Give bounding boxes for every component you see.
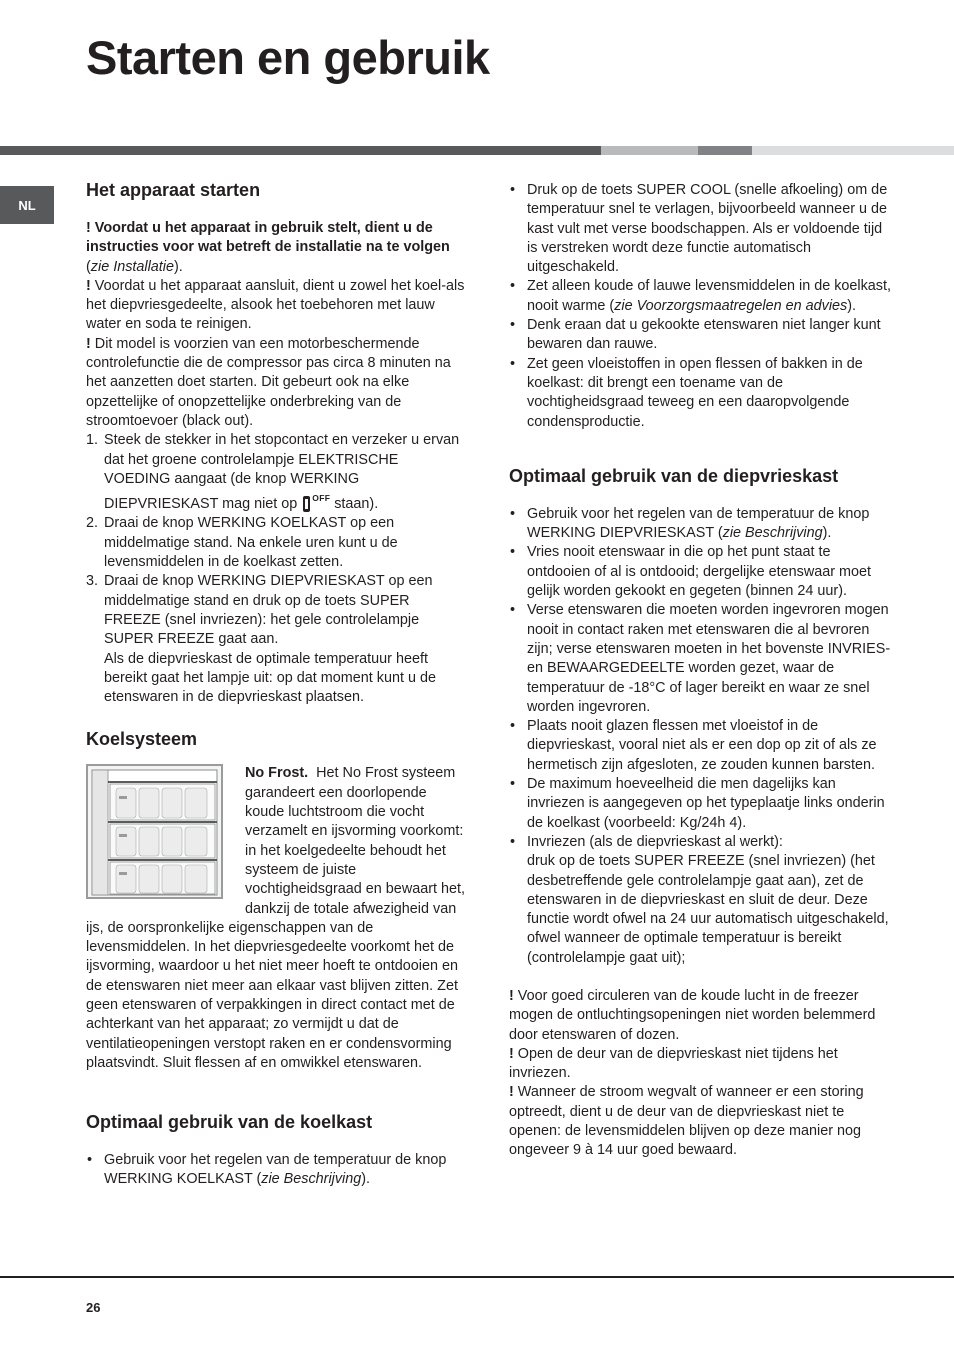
list-item: • Zet alleen koude of lauwe levensmiddelen in de koelkast, nooit warme (zie Voorzorgsmaatregelen en advies). [510, 278, 891, 314]
installation-reference: zie Installatie [90, 258, 174, 275]
list-item: • De maximum hoeveelheid die men dagelijks kan invriezen is aangegeven op het typeplaatje links onderin de koelkast (voorbeeld: Kg/24h 4). [510, 776, 885, 831]
section-heading-cooling: Koelsysteem [86, 729, 198, 750]
list-item: • Gebruik voor het regelen van de temperatuur de knop WERKING DIEPVRIESKAST (zie Beschrijving). [510, 505, 870, 542]
knob-off-icon [303, 496, 310, 512]
exclamation-mark: ! [509, 987, 514, 1004]
section-heading-start: Het apparaat starten [86, 180, 261, 200]
warning-installation-bold: Voordat u het apparaat in gebruik stelt, dient u de instructies voor wat betreft de installatie na te volgen [86, 220, 450, 256]
page-number: 26 [86, 1300, 101, 1315]
freezer-use-list [509, 505, 891, 968]
warning-installation: ! Voordat u het apparaat in gebruik stelt, dient u de instructies voor wat betreft de installatie na te volgen (zie Installatie). [86, 220, 450, 275]
nofrost-text: No Frost. Het No Frost systeem garandeert een doorlopende koude luchtstroom die vocht verzamelt en ijsvorming voorkomt: in het koelgedeelte behoudt het systeem de juiste vochtigheidsgraad en bewaart het, dankzij de totale afwezigheid van ijs, de oorspronkelijke eigenschappen van de levensmiddelen. In het diepvriesgedeelte voorkomt het de ijsvorming, waardoor u het niet meer hoeft te ontdooien en de etenswaren niet meer aan elkaar vast blijven zitten. Zet geen etenswaren of verpakkingen in direct contact met de achterkant van het apparaat; zo vermijdt u dat de ventilatieopeningen verstopt raken en er condensvorming plaatsvindt. Sluit flessen af en omwikkel etenswaren. [86, 765, 466, 1071]
footer-rule [0, 1276, 954, 1278]
list-item: • Denk eraan dat u gekookte etenswaren niet langer kunt bewaren dan rauwe. [510, 317, 881, 353]
list-item: • Verse etenswaren die moeten worden ingevroren mogen nooit in contact raken met etenswaren die al bevroren zijn; verse etenswaren moeten in het bovenste INVRIES- en BEWAARGEDEELTE worden gezet, waar de temperatuur de -18°C of lager bereikt en waar ze snel worden ingevroren. [510, 602, 891, 715]
exclamation-mark: ! [509, 1084, 514, 1101]
fridge-use-list [86, 1151, 468, 1190]
warning-compressor: ! Dit model is voorzien van een motorbeschermende controlefunctie die de compressor pas circa 8 minuten na het aanzetten doet starten. Dit gebeurt ook na elke opzettelijke of onopzettelijke onderbreking van de stroomtoevoer (black out). [86, 335, 451, 429]
header-bar-dark [0, 146, 601, 155]
list-item: • Vries nooit etenswaar in die op het punt staat te ontdooien of al is ontdooid; dergelijke etenswaar moet gelijk worden gekookt en gegeten (binnen 24 uur). [510, 544, 871, 600]
fridge-tips-list [509, 181, 891, 432]
language-tab: NL [0, 186, 54, 224]
page-title: Starten en gebruik [86, 31, 490, 84]
header-bar-mid [698, 146, 752, 155]
note-power-failure: ! Wanneer de stroom wegvalt of wanneer er een storing optreedt, dient u de deur van de diepvrieskast niet te openen: de levensmiddelen blijven op deze manier nog ongeveer 9 à 14 uur goed bewaard. [509, 1084, 864, 1159]
list-item: • Gebruik voor het regelen van de temperatuur de knop WERKING KOELKAST (zie Beschrijving). [87, 1152, 447, 1188]
nofrost-label: No Frost. [245, 765, 309, 782]
exclamation-mark: ! [86, 335, 91, 352]
exclamation-mark: ! [86, 277, 91, 294]
right-column [509, 181, 891, 1161]
list-item: • Zet geen vloeistoffen in open flessen of bakken in de koelkast: dit brengt een toename van de vochtigheidsgraad teweeg en een daaropvolgende condensproductie. [510, 355, 863, 430]
exclamation-mark: ! [509, 1045, 514, 1062]
header-bar-light [601, 146, 698, 155]
list-item: • Invriezen (als de diepvrieskast al werkt): druk op de toets SUPER FREEZE (snel invriezen) (het desbetreffende gele controlelampje gaat aan), zet de etenswaren in de diepvrieskast en sluit de deur. Deze functie wordt ofwel na 24 uur automatisch uitgeschakeld, ofwel wanneer de optimale temperatuur is bereikt (controlelampje gaat uit); [510, 833, 889, 966]
warning-cleaning: ! Voordat u het apparaat aansluit, dient u zowel het koel-als het diepvriesgedeelte, alsook het toebehoren met lauw water en soda te reinigen. [86, 277, 465, 333]
left-column [86, 178, 468, 1190]
list-item: • Plaats nooit glazen flessen met vloeistof in de diepvrieskast, vooral niet als er een dop op zit of als ze hermetisch zijn afgesloten, ze zouden kunnen barsten. [510, 718, 877, 773]
section-heading-freezer-use: Optimaal gebruik van de diepvrieskast [509, 465, 839, 486]
header-bar-pale [752, 146, 954, 155]
freezer-drawers-illustration [86, 764, 223, 899]
list-item: • Druk op de toets SUPER COOL (snelle afkoeling) om de temperatuur snel te verlagen, bijvoorbeeld wanneer u de kast vult met verse boodschappen. Als er voldoende tijd is verstreken wordt deze functie automatisch uitgeschakeld. [510, 182, 888, 276]
exclamation-mark: ! [86, 220, 91, 236]
off-label: OFF [312, 493, 331, 504]
start-step-3: 3. Draai de knop WERKING DIEPVRIESKAST op een middelmatige stand en druk op de toets SUPER FREEZE (snel invriezen): het gele controlelampje SUPER FREEZE gaat aan. Als de diepvrieskast de optimale temperatuur heeft bereikt gaat het lampje uit: op dat moment kunt u de etenswaren in de diepvrieskast plaatsen. [86, 573, 436, 706]
start-step-1: 1. Steek de stekker in het stopcontact en verzeker u ervan dat het groene controlelampje ELEKTRISCHE VOEDING aangaat (de knop WERKING DIEPVRIESKAST mag niet op $^{OFF}$ staan). [86, 432, 460, 513]
note-air-circulation: ! Voor goed circuleren van de koude lucht in de freezer mogen de ontluchtingsopeningen niet worden belemmerd door etenswaren of dozen. [509, 987, 876, 1043]
start-step-2: 2. Draai de knop WERKING KOELKAST op een middelmatige stand. Na enkele uren kunt u de levensmiddelen in de koelkast zetten. [86, 515, 398, 571]
cooling-section [86, 764, 468, 1073]
section-heading-fridge-use: Optimaal gebruik van de koelkast [86, 1112, 373, 1133]
start-steps-list [86, 431, 468, 707]
note-door-freezing: ! Open de deur van de diepvrieskast niet tijdens het invriezen. [509, 1045, 838, 1082]
